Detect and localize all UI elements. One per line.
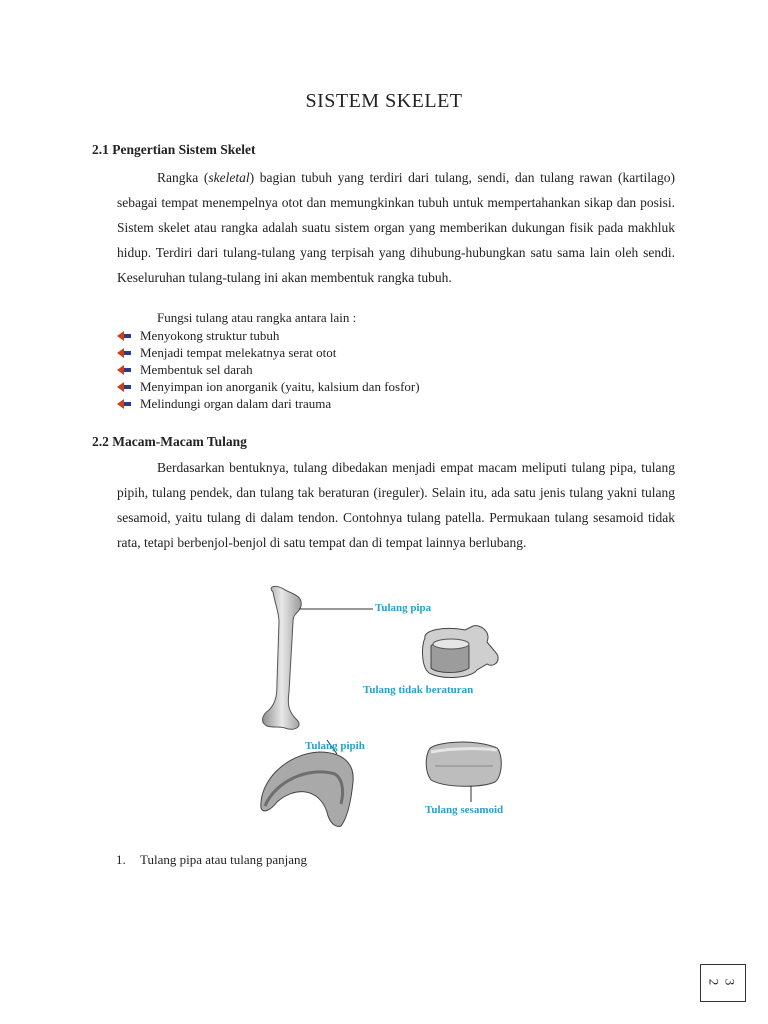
sesamoid-bone-illustration <box>426 742 501 786</box>
numbered-item <box>116 852 307 868</box>
flat-bone-illustration <box>261 752 353 826</box>
paragraph-pengertian <box>117 165 675 290</box>
functions-list <box>116 327 420 412</box>
page-number-digit-2: 3 <box>722 978 738 986</box>
label-tulang-sesamoid: Tulang sesamoid <box>425 804 504 816</box>
long-bone-illustration <box>263 586 302 729</box>
list-item <box>116 361 420 378</box>
label-tulang-pipa: Tulang pipa <box>375 602 432 614</box>
label-tulang-tidak-beraturan: Tulang tidak beraturan <box>363 684 474 696</box>
list-item-text: Menyokong struktur tubuh <box>140 328 280 343</box>
arrow-bullet-icon <box>116 347 132 359</box>
list-item-text: Melindungi organ dalam dari trauma <box>140 396 332 411</box>
list-item-text: Menjadi tempat melekatnya serat otot <box>140 345 337 360</box>
list-item <box>116 378 420 395</box>
arrow-bullet-icon <box>116 364 132 376</box>
paragraph-macam: Berdasarkan bentuknya, tulang dibedakan menjadi empat macam meliputi tulang pipa, tulang pipih, tulang pendek, dan tulang tak beraturan (ireguler). Selain itu, ada satu jenis tulang yakni tulang sesamoid, yaitu tulang di dalam tendon. Contohnya tulang patella. Permukaan tulang sesamoid tidak rata, tetapi berbenjol-benjol di satu tempat dan di tempat lainnya berlubang. <box>117 460 675 550</box>
arrow-bullet-icon <box>116 330 132 342</box>
label-tulang-pipih: Tulang pipih <box>305 740 365 752</box>
arrow-bullet-icon <box>116 398 132 410</box>
page-number-digit-1: 2 <box>706 978 722 986</box>
section-heading-macam: 2.2 Macam-Macam Tulang <box>92 434 247 449</box>
item-text: Tulang pipa atau tulang panjang <box>140 852 308 867</box>
para-text-italic: skeletal <box>208 170 250 185</box>
list-item-text: Menyimpan ion anorganik (yaitu, kalsium dan fosfor) <box>140 379 420 394</box>
list-item <box>116 344 420 361</box>
item-number: 1. <box>116 852 126 867</box>
bone-illustrations <box>255 582 545 830</box>
para-text-before: Rangka ( <box>157 170 209 185</box>
para-text-after: ) bagian tubuh yang terdiri dari tulang, sendi, dan tulang rawan (kartilago) sebagai tempat menempelnya otot dan memungkinkan tubuh untuk mempertahankan sikap dan posisi. Sistem skelet atau rangka adalah suatu sistem organ yang memberikan dukungan fisik pada makhluk hidup. Terdiri dari tulang-tulang yang terpisah yang dihubung-hubungkan satu sama lain oleh sendi. Keseluruhan tulang-tulang ini akan membentuk rangka tubuh. <box>117 170 676 285</box>
page-number-box <box>700 964 746 1002</box>
section-heading-pengertian: 2.1 Pengertian Sistem Skelet <box>92 142 256 157</box>
irregular-bone-illustration <box>423 626 499 678</box>
list-item <box>116 327 420 344</box>
page-title: SISTEM SKELET <box>305 90 463 112</box>
functions-intro: Fungsi tulang atau rangka antara lain : <box>157 310 357 325</box>
list-item <box>116 395 420 412</box>
bone-types-figure <box>255 582 545 830</box>
arrow-bullet-icon <box>116 381 132 393</box>
list-item-text: Membentuk sel darah <box>140 362 253 377</box>
